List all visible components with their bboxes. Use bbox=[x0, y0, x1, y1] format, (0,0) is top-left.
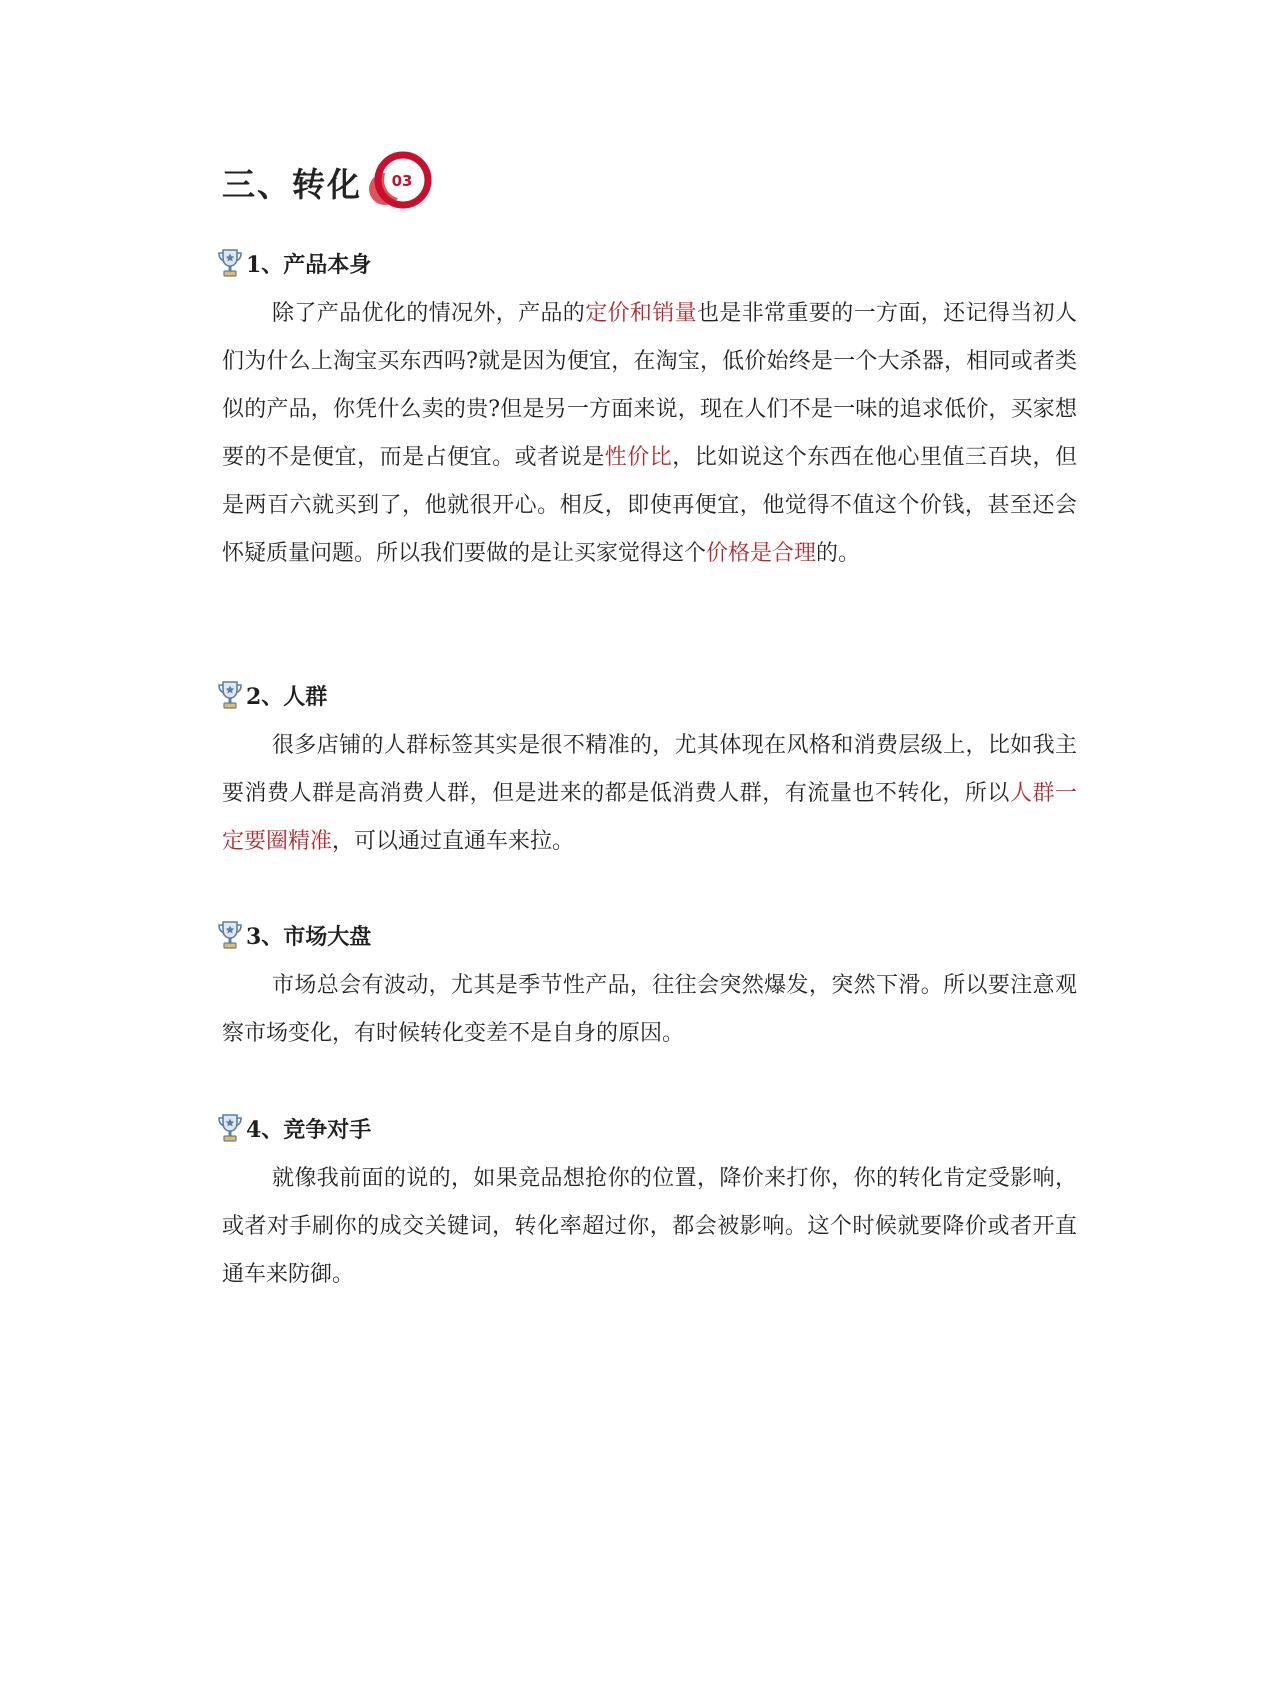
section-header bbox=[216, 246, 1077, 280]
section-title: 1、产品本身 bbox=[246, 251, 372, 278]
section-product bbox=[222, 246, 1077, 578]
section-paragraph bbox=[222, 1155, 1077, 1299]
section-title: 4、竞争对手 bbox=[246, 1116, 372, 1143]
section-paragraph bbox=[222, 962, 1077, 1058]
highlight-text: 定价和销量 bbox=[585, 301, 698, 326]
section-header bbox=[216, 678, 1077, 712]
highlight-text: 人群一定要圈精准 bbox=[222, 781, 1077, 854]
section-audience bbox=[222, 678, 1077, 866]
trophy-icon bbox=[216, 679, 244, 711]
section-heading bbox=[222, 152, 434, 212]
section-header bbox=[216, 918, 1077, 952]
section-market bbox=[222, 918, 1077, 1058]
trophy-icon bbox=[216, 247, 244, 279]
badge-number: 03 bbox=[391, 172, 413, 190]
highlight-text: 价格是合理 bbox=[706, 541, 817, 566]
section-header bbox=[216, 1111, 1077, 1145]
trophy-icon bbox=[216, 919, 244, 951]
text-run: 也是非常重要的一方面，还记得当初人们为什么上淘宝买东西吗?就是因为便宜，在淘宝，低价始终是一个大杀器，相同或者类似的产品，你凭什么卖的贵?但是另一方面来说，现在人们不是一味的追求低价，买家想要的不是便宜，而是占便宜。或者说是 bbox=[222, 301, 1077, 470]
page-title: 三、转化 bbox=[222, 164, 362, 204]
text-run: 除了产品优化的情况外，产品的 bbox=[272, 301, 586, 326]
section-paragraph bbox=[222, 290, 1077, 578]
text-run: 就像我前面的说的，如果竞品想抢你的位置，降价来打你，你的转化肯定受影响，或者对手刷你的成交关键词，转化率超过你，都会被影响。这个时候就要降价或者开直通车来防御。 bbox=[222, 1166, 1077, 1287]
text-run: 很多店铺的人群标签其实是很不精准的，尤其体现在风格和消费层级上，比如我主要消费人群是高消费人群，但是进来的都是低消费人群，有流量也不转化，所以 bbox=[222, 733, 1077, 806]
text-run: ，比如说这个东西在他心里值三百块，但是两百六就买到了，他就很开心。相反，即使再便宜，他觉得不值这个价钱，甚至还会怀疑质量问题。所以我们要做的是让买家觉得这个 bbox=[222, 445, 1077, 566]
section-title: 2、人群 bbox=[246, 683, 328, 710]
section-paragraph bbox=[222, 722, 1077, 866]
number-badge bbox=[368, 149, 434, 215]
section-competitor bbox=[222, 1111, 1077, 1299]
section-title: 3、市场大盘 bbox=[246, 923, 372, 950]
highlight-text: 性价比 bbox=[604, 445, 673, 470]
trophy-icon bbox=[216, 1112, 244, 1144]
text-run: ，可以通过直通车来拉。 bbox=[332, 829, 575, 854]
text-run: 市场总会有波动，尤其是季节性产品，往往会突然爆发，突然下滑。所以要注意观察市场变化，有时候转化变差不是自身的原因。 bbox=[222, 973, 1077, 1046]
text-run: 的。 bbox=[816, 541, 861, 566]
